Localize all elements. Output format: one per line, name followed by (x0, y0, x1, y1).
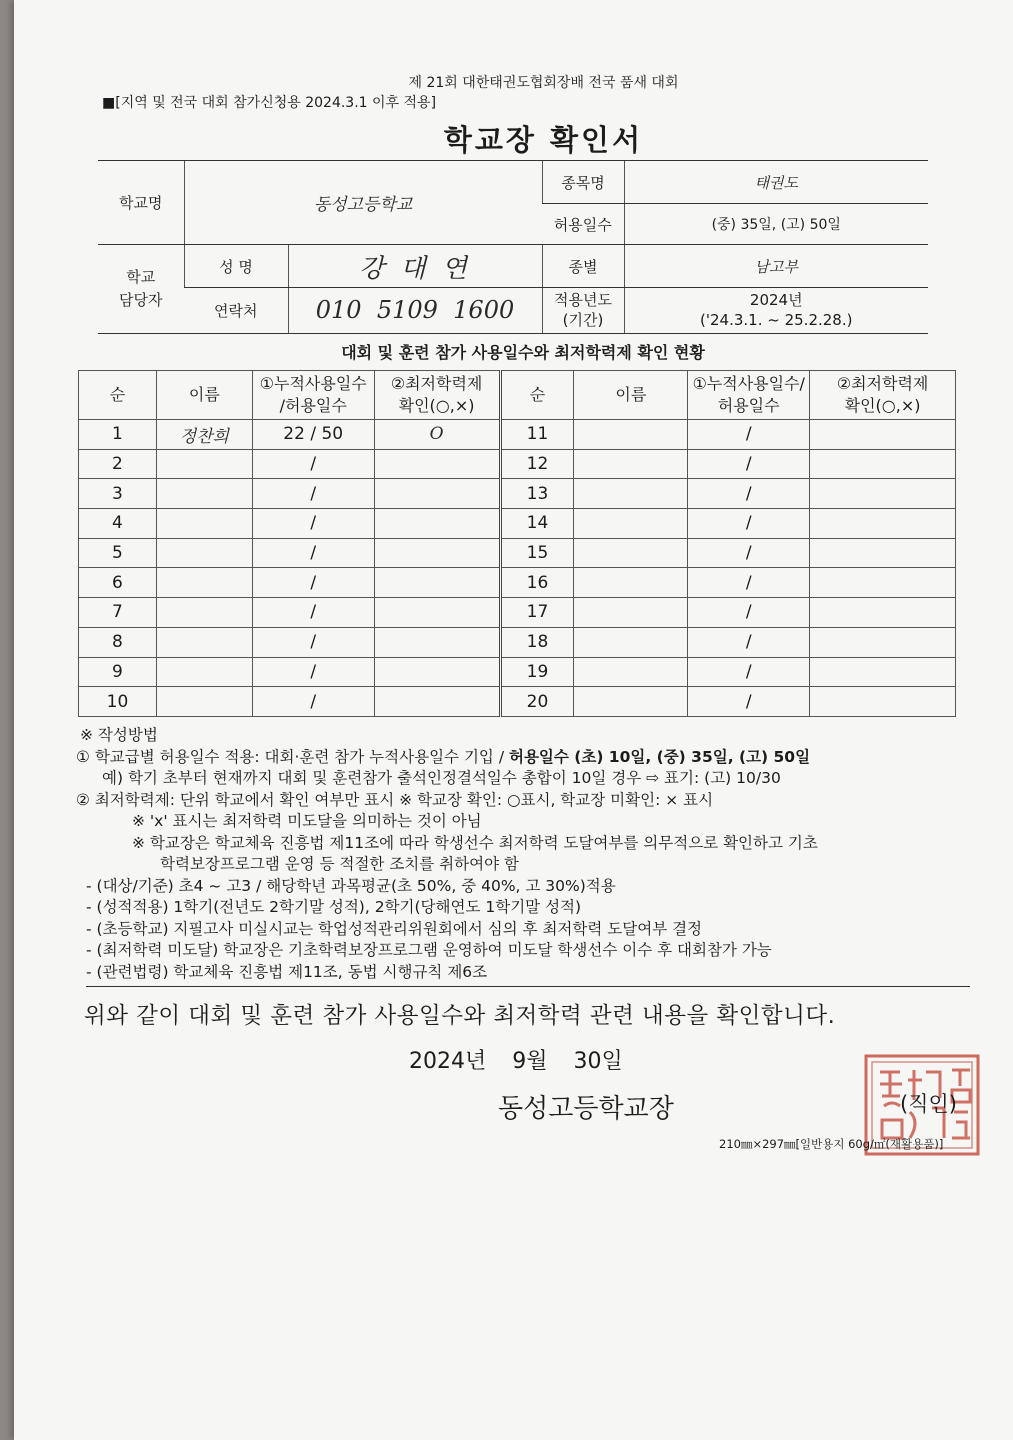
row-number: 20 (500, 687, 574, 717)
student-name (574, 568, 688, 598)
name-label: 성 명 (184, 245, 288, 288)
manager-name: 강 대 연 (288, 245, 542, 288)
instruction-2b-cont: 학력보장프로그램 운영 등 적절한 조치를 취하여야 함 (160, 855, 519, 873)
days-used: / (688, 420, 810, 450)
instruction-1-bold: 허용일수 (초) 10일, (중) 35일, (고) 50일 (508, 747, 811, 766)
days-used: / (252, 509, 374, 539)
days-used: / (252, 687, 374, 717)
academic-check (374, 538, 500, 568)
application-note: ■[지역 및 전국 대회 참가신청용 2024.3.1 이후 적용] (102, 95, 437, 111)
academic-check (374, 657, 500, 687)
academic-check (374, 509, 500, 539)
days-used: / (252, 479, 374, 509)
instruction-2a: ※ 'x' 표시는 최저학력 미도달을 의미하는 것이 아님 (132, 812, 482, 830)
detail-2: - (성적적용) 1학기(전년도 2학기말 성적), 2학기(당해연도 1학기말 성적) (86, 898, 582, 916)
academic-check (810, 479, 956, 509)
row-number: 19 (500, 657, 574, 687)
principal-title: 동성고등학교장 (498, 1094, 674, 1124)
student-name (156, 479, 252, 509)
academic-check (810, 449, 956, 479)
contact-label: 연락처 (184, 288, 288, 334)
academic-check (374, 449, 500, 479)
document-page (14, 0, 1013, 1440)
table-row (79, 598, 956, 628)
instruction-1-example: 예) 학기 초부터 현재까지 대회 및 훈련참가 출석인정결석일수 총합이 10일 경우 ⇨ 표기: (고) 10/30 (102, 769, 781, 787)
row-number: 17 (500, 598, 574, 628)
row-number: 2 (79, 449, 157, 479)
section-title: 대회 및 훈련 참가 사용일수와 최저학력제 확인 현황 (341, 343, 705, 362)
academic-check (810, 598, 956, 628)
instruction-1 (76, 747, 966, 769)
academic-check (374, 627, 500, 657)
table-body (79, 420, 956, 717)
header-name-right: 이름 (574, 371, 688, 420)
academic-check (374, 479, 500, 509)
table-row (79, 509, 956, 539)
academic-check (810, 420, 956, 450)
days-used: / (688, 687, 810, 717)
division-value: 남고부 (624, 245, 928, 288)
student-name (574, 538, 688, 568)
academic-check (374, 568, 500, 598)
table-row (79, 627, 956, 657)
row-number: 9 (79, 657, 157, 687)
row-number: 6 (79, 568, 157, 598)
student-name (574, 627, 688, 657)
student-name (156, 449, 252, 479)
event-value: 태권도 (624, 161, 928, 204)
detail-1: - (대상/기준) 초4 ~ 고3 / 해당학년 과목평균(초 50%, 중 40%, 고 30%)적용 (86, 876, 616, 895)
student-name (574, 420, 688, 450)
header-check-right: ②최저학력제 확인(○,×) (810, 371, 956, 420)
header-no-right: 순 (500, 371, 574, 420)
header-no: 순 (79, 371, 157, 420)
header-days: ①누적사용일수 /허용일수 (252, 371, 374, 420)
row-number: 5 (79, 538, 157, 568)
row-number: 8 (79, 627, 157, 657)
student-name (156, 687, 252, 717)
year-period: ('24.3.1. ~ 25.2.28.) (700, 311, 853, 330)
manager-label: 학교 담당자 (98, 245, 184, 334)
days-used: / (252, 449, 374, 479)
student-name (156, 598, 252, 628)
academic-check (810, 568, 956, 598)
student-name (156, 657, 252, 687)
row-number: 3 (79, 479, 157, 509)
allowed-days-value: (중) 35일, (고) 50일 (624, 204, 928, 245)
academic-check (810, 627, 956, 657)
info-table (98, 160, 928, 334)
paper-size-note: 210㎜×297㎜[일반용지 60g/㎡(재활용품)] (719, 1137, 944, 1151)
student-name (574, 479, 688, 509)
academic-check: O (374, 420, 500, 450)
table-row (79, 420, 956, 450)
table-row (79, 687, 956, 717)
row-number: 11 (500, 420, 574, 450)
division-label: 종별 (542, 245, 624, 288)
table-row (79, 479, 956, 509)
table-row (79, 538, 956, 568)
year-label: 적용년도 (기간) (542, 288, 624, 334)
student-name (574, 687, 688, 717)
row-number: 18 (500, 627, 574, 657)
confirmation-text: 위와 같이 대회 및 훈련 참가 사용일수와 최저학력 관련 내용을 확인합니다. (84, 1003, 836, 1029)
row-number: 7 (79, 598, 157, 628)
student-name (156, 538, 252, 568)
school-label: 학교명 (98, 161, 184, 245)
school-value: 동성고등학교 (184, 161, 542, 245)
allowed-days-label: 허용일수 (542, 204, 624, 245)
instruction-2b: ※ 학교장은 학교체육 진흥법 제11조에 따라 학생선수 최저학력 도달여부를 의무적으로 확인하고 기초 (132, 833, 818, 852)
instruction-2: ② 최저학력제: 단위 학교에서 확인 여부만 표시 ※ 학교장 확인: ○표시, 학교장 미확인: × 표시 (76, 790, 714, 809)
instructions (76, 725, 966, 983)
header-days-right: ①누적사용일수/ 허용일수 (688, 371, 810, 420)
row-number: 13 (500, 479, 574, 509)
academic-check (374, 687, 500, 717)
participation-table (78, 370, 956, 717)
days-used: / (252, 568, 374, 598)
academic-check (810, 657, 956, 687)
header-check: ②최저학력제 확인(○,×) (374, 371, 500, 420)
row-number: 14 (500, 509, 574, 539)
seal-label: (직인) (900, 1092, 957, 1116)
days-used: / (252, 598, 374, 628)
days-used: / (688, 509, 810, 539)
days-used: / (688, 598, 810, 628)
detail-3: - (초등학교) 지필고사 미실시교는 학업성적관리위원회에서 심의 후 최저학력 도달여부 결정 (86, 919, 703, 938)
days-used: / (688, 538, 810, 568)
academic-check (810, 538, 956, 568)
year-cell (624, 288, 928, 334)
academic-check (810, 509, 956, 539)
issue-date: 2024년 9월 30일 (409, 1049, 623, 1074)
row-number: 16 (500, 568, 574, 598)
table-row (79, 657, 956, 687)
days-used: / (252, 627, 374, 657)
row-number: 15 (500, 538, 574, 568)
contact-value: 010 5109 1600 (288, 288, 542, 334)
academic-check (374, 598, 500, 628)
row-number: 4 (79, 509, 157, 539)
student-name (156, 568, 252, 598)
days-used: / (688, 657, 810, 687)
instructions-heading: ※ 작성방법 (80, 726, 158, 744)
days-used: / (688, 449, 810, 479)
days-used: / (688, 627, 810, 657)
table-row (79, 568, 956, 598)
student-name (574, 657, 688, 687)
instruction-1-text: ① 학교급별 허용일수 적용: 대회·훈련 참가 누적사용일수 기입 / (76, 747, 509, 766)
page-title: 학교장 확인서 (443, 123, 644, 157)
year-value: 2024년 (749, 291, 803, 309)
contest-name: 제 21회 대한태권도협회장배 전국 품새 대회 (408, 75, 679, 91)
days-used: / (252, 538, 374, 568)
row-number: 12 (500, 449, 574, 479)
row-number: 1 (79, 420, 157, 450)
days-used: 22 / 50 (252, 420, 374, 450)
student-name (574, 449, 688, 479)
days-used: / (688, 568, 810, 598)
student-name (156, 627, 252, 657)
student-name (574, 598, 688, 628)
days-used: / (252, 657, 374, 687)
student-name (156, 509, 252, 539)
event-label: 종목명 (542, 161, 624, 204)
student-name (574, 509, 688, 539)
detail-4: - (최저학력 미도달) 학교장은 기초학력보장프로그램 운영하여 미도달 학생선수 이수 후 대회참가 가능 (86, 941, 772, 959)
academic-check (810, 687, 956, 717)
student-name: 정찬희 (156, 420, 252, 450)
days-used: / (688, 479, 810, 509)
header-name: 이름 (156, 371, 252, 420)
divider (86, 986, 970, 987)
table-row (79, 449, 956, 479)
detail-5: - (관련법령) 학교체육 진흥법 제11조, 동법 시행규칙 제6조 (86, 962, 488, 981)
row-number: 10 (79, 687, 157, 717)
